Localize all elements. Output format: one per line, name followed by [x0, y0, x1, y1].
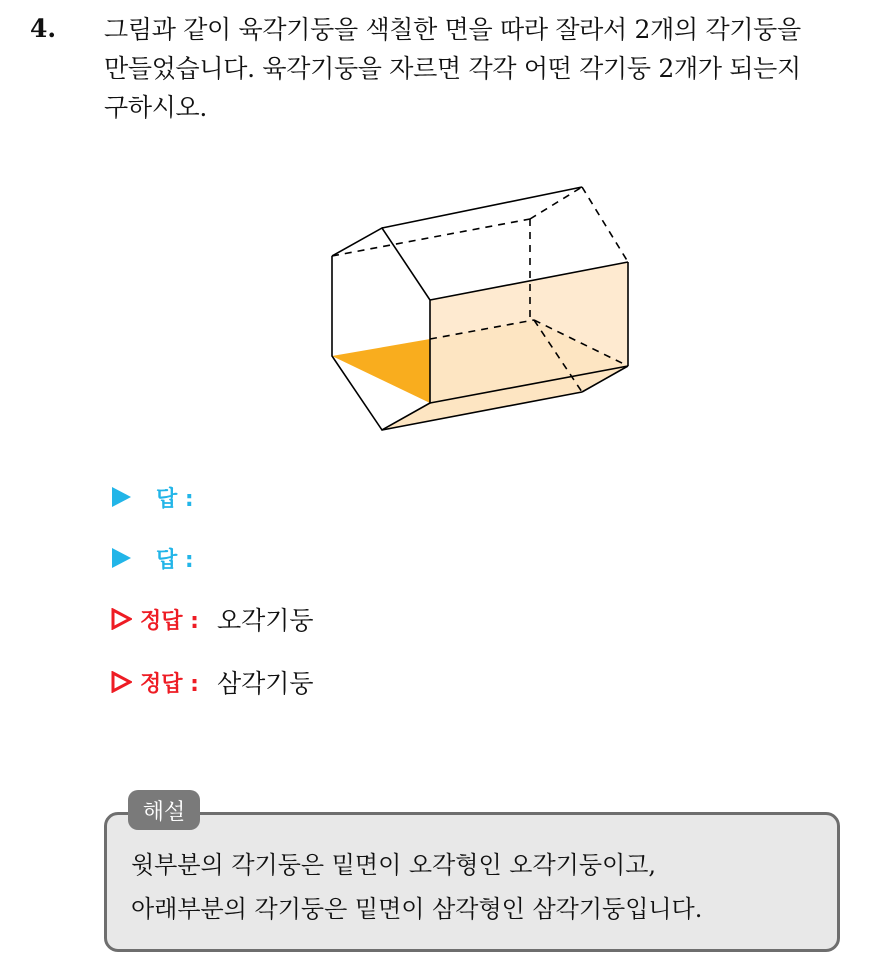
outline-triangle-icon: [110, 608, 132, 630]
correct-answer-row: [110, 662, 314, 702]
question-line: 구하시오.: [104, 93, 208, 122]
explanation-text: [131, 843, 702, 931]
cut-face-dark: [332, 339, 430, 403]
play-triangle-icon: [110, 547, 132, 569]
hexagonal-prism-figure: [320, 180, 640, 440]
answer-row: [110, 538, 212, 578]
correct-answer-value: 삼각기둥: [216, 669, 314, 698]
question-line: 그림과 같이 육각기둥을 색칠한 면을 따라 잘라서 2개의 각기둥을: [104, 15, 801, 44]
answer-row: [110, 477, 212, 517]
answer-label: 답 :: [156, 547, 194, 573]
correct-answer-label: 정답 :: [140, 608, 199, 634]
question-line: 만들었습니다. 육각기둥을 자르면 각각 어떤 각기둥 2개가 되는지: [104, 54, 801, 83]
explanation-line: 윗부분의 각기둥은 밑면이 오각형인 오각기둥이고,: [131, 851, 657, 879]
correct-answer-value: 오각기둥: [216, 606, 314, 635]
correct-answer-row: [110, 599, 314, 639]
answer-label: 답 :: [156, 486, 194, 512]
question-text: [104, 10, 864, 127]
correct-answer-label: 정답 :: [140, 671, 199, 697]
question-number: 4.: [30, 14, 57, 43]
explanation-tag: 해설: [128, 790, 200, 830]
explanation-line: 아래부분의 각기둥은 밑면이 삼각형인 삼각기둥입니다.: [131, 895, 703, 923]
explanation-box: [104, 812, 840, 952]
outline-triangle-icon: [110, 671, 132, 693]
play-triangle-icon: [110, 486, 132, 508]
